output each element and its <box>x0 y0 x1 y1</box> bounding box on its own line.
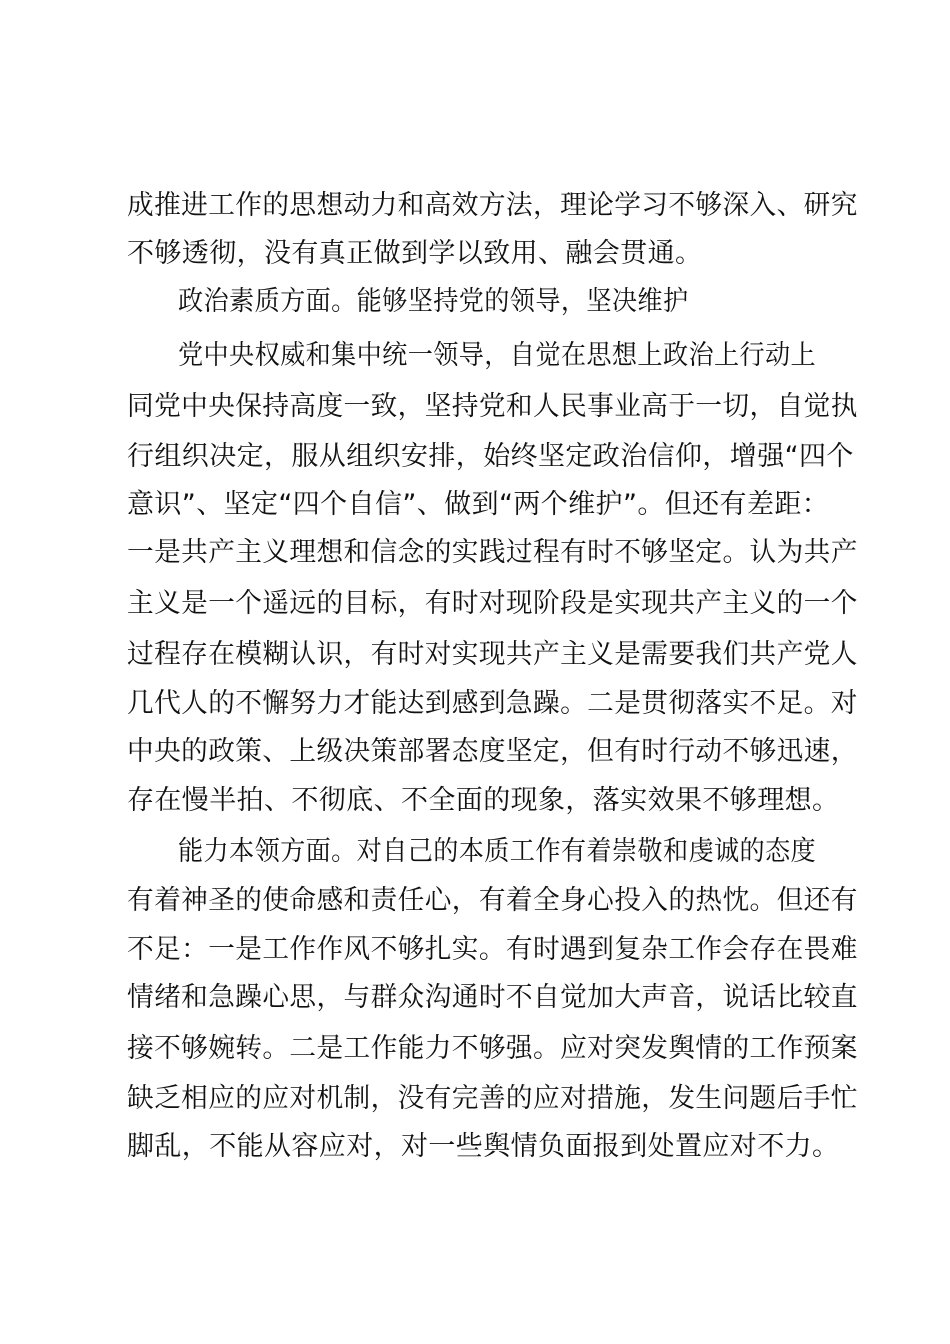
text-line: 缺乏相应的应对机制，没有完善的应对措施，发生问题后手忙 <box>127 1083 858 1114</box>
text-line: 意识”、坚定“四个自信”、做到“两个维护”。但还有差距： <box>127 489 830 520</box>
paragraph-heading-line: 能力本领方面。对自己的本质工作有着崇敬和虔诚的态度 <box>178 836 817 867</box>
text-line: 同党中央保持高度一致，坚持党和人民事业高于一切，自觉执 <box>127 391 858 422</box>
text-line: 中央的政策、上级决策部署态度坚定，但有时行动不够迅速， <box>127 736 858 767</box>
text-line: 过程存在模糊认识，有时对实现共产主义是需要我们共产党人 <box>127 639 858 670</box>
text-line: 接不够婉转。二是工作能力不够强。应对突发舆情的工作预案 <box>127 1033 858 1064</box>
text-line: 不够透彻，没有真正做到学以致用、融会贯通。 <box>127 238 703 269</box>
paragraph-heading-line: 政治素质方面。能够坚持党的领导，坚决维护 <box>178 286 689 317</box>
text-line: 存在慢半拍、不彻底、不全面的现象，落实效果不够理想。 <box>127 785 840 816</box>
text-line: 一是共产主义理想和信念的实践过程有时不够坚定。认为共产 <box>127 537 858 568</box>
text-line: 主义是一个遥远的目标，有时对现阶段是实现共产主义的一个 <box>127 588 858 619</box>
text-line: 情绪和急躁心思，与群众沟通时不自觉加大声音，说话比较直 <box>127 982 858 1013</box>
text-line: 几代人的不懈努力才能达到感到急躁。二是贯彻落实不足。对 <box>127 688 858 719</box>
text-line: 不足：一是工作作风不够扎实。有时遇到复杂工作会存在畏难 <box>127 934 858 965</box>
text-line: 成推进工作的思想动力和高效方法，理论学习不够深入、研究 <box>127 190 858 221</box>
text-line: 脚乱，不能从容应对，对一些舆情负面报到处置应对不力。 <box>127 1131 840 1162</box>
text-line: 党中央权威和集中统一领导，自觉在思想上政治上行动上 <box>178 340 817 371</box>
text-line: 有着神圣的使命感和责任心，有着全身心投入的热忱。但还有 <box>127 885 858 916</box>
text-line: 行组织决定，服从组织安排，始终坚定政治信仰，增强“四个 <box>127 441 854 472</box>
